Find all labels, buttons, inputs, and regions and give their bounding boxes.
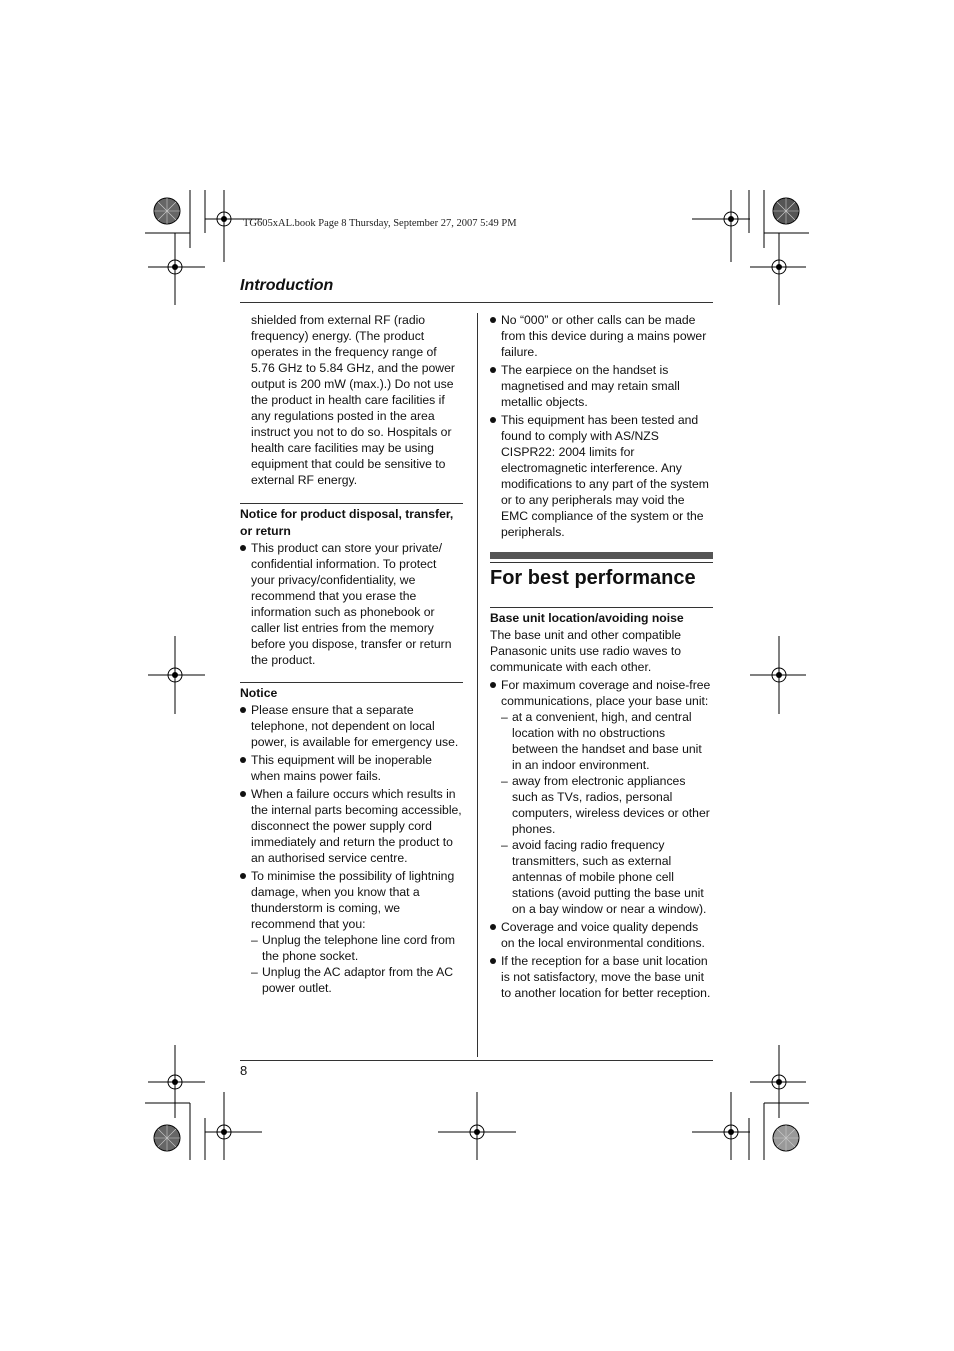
- bullet-icon: [240, 707, 246, 713]
- dash-marker: –: [501, 710, 508, 724]
- section-title: Introduction: [240, 277, 334, 294]
- section-rule: [240, 503, 463, 504]
- notice-heading: Notice: [240, 686, 278, 700]
- dash-marker: –: [501, 838, 508, 852]
- dash-marker: –: [251, 933, 258, 947]
- page-number: 8: [240, 1063, 248, 1078]
- bullet-icon: [490, 924, 496, 930]
- bullet-icon: [240, 791, 246, 797]
- bullet-icon: [490, 317, 496, 323]
- list-item: This equipment will be inoperable when mains power fails.: [240, 752, 463, 784]
- dash-marker: –: [251, 965, 258, 979]
- title-rule: [490, 562, 713, 563]
- column-divider: [477, 313, 478, 1057]
- left-column: [240, 312, 463, 996]
- disposal-heading: Notice for product disposal, transfer, or return: [240, 507, 454, 538]
- bullet-icon: [240, 545, 246, 551]
- right-column-lower: [490, 610, 713, 1003]
- list-item: When a failure occurs which results in the internal parts becoming accessible, disconnect the power supply cord immediately and return the product to an authorised service centre.: [240, 786, 463, 866]
- sub-list-item: – Unplug the AC adaptor from the AC power outlet.: [251, 965, 454, 995]
- sub-list-item: – avoid facing radio frequency transmitters, such as external antennas of mobile phone cell stations (avoid putting the base unit on a bay window or near a window).: [501, 838, 707, 916]
- bullet-icon: [490, 682, 496, 688]
- sub-list-item: – Unplug the telephone line cord from the phone socket.: [251, 933, 456, 963]
- list-item: To minimise the possibility of lightning damage, when you know that a thunderstorm is coming, we recommend that you:: [240, 868, 463, 932]
- right-column: [490, 312, 713, 542]
- list-item: If the reception for a base unit location is not satisfactory, move the base unit to another location for better reception.: [490, 953, 713, 1001]
- location-intro: The base unit and other compatible Panasonic units use radio waves to communicate with each other.: [490, 628, 682, 674]
- list-item: For maximum coverage and noise-free communications, place your base unit:: [490, 677, 713, 709]
- bullet-icon: [490, 958, 496, 964]
- title-bar: [490, 552, 713, 559]
- sub-list-item: – away from electronic appliances such as TVs, radios, personal computers, wireless devices or other phones.: [501, 774, 710, 836]
- bullet-icon: [240, 757, 246, 763]
- section-rule: [490, 607, 713, 608]
- header-rule: [240, 302, 713, 303]
- section-rule: [240, 682, 463, 683]
- print-slug-line: TG605xAL.book Page 8 Thursday, September 27, 2007 5:49 PM: [243, 218, 517, 229]
- list-item: The earpiece on the handset is magnetised and may retain small metallic objects.: [490, 362, 713, 410]
- dash-marker: –: [501, 774, 508, 788]
- list-item: This product can store your private/ confidential information. To protect your privacy/confidentiality, we recommend that you erase the information such as phonebook or caller list entries from the memory before you dispose, transfer or return the product.: [240, 540, 463, 668]
- bullet-icon: [490, 417, 496, 423]
- footer-rule: [240, 1060, 713, 1061]
- performance-title: For best performance: [490, 567, 696, 589]
- list-item: No “000” or other calls can be made from this device during a mains power failure.: [490, 312, 713, 360]
- list-item: Coverage and voice quality depends on the local environmental conditions.: [490, 919, 713, 951]
- bullet-icon: [240, 873, 246, 879]
- sub-list-item: – at a convenient, high, and central location with no obstructions between the handset and base unit in an indoor environment.: [501, 710, 702, 772]
- bullet-icon: [490, 367, 496, 373]
- rf-energy-paragraph: shielded from external RF (radio frequency) energy. (The product operates in the frequency range of 5.76 GHz to 5.84 GHz, and the power output is 200 mW (max.).) Do not use the product in health care facilities if any regulations posted in the area instruct you not to do so. Hospitals or health care facilities may be using equipment that could be sensitive to external RF energy.: [251, 313, 455, 487]
- list-item: Please ensure that a separate telephone, not dependent on local power, is available for emergency use.: [240, 702, 463, 750]
- location-heading: Base unit location/avoiding noise: [490, 611, 684, 625]
- list-item: This equipment has been tested and found to comply with AS/NZS CISPR22: 2004 limits for electromagnetic interference. Any modifications to any part of the system or to any peripherals may void the EMC compliance of the system or the peripherals.: [490, 412, 713, 540]
